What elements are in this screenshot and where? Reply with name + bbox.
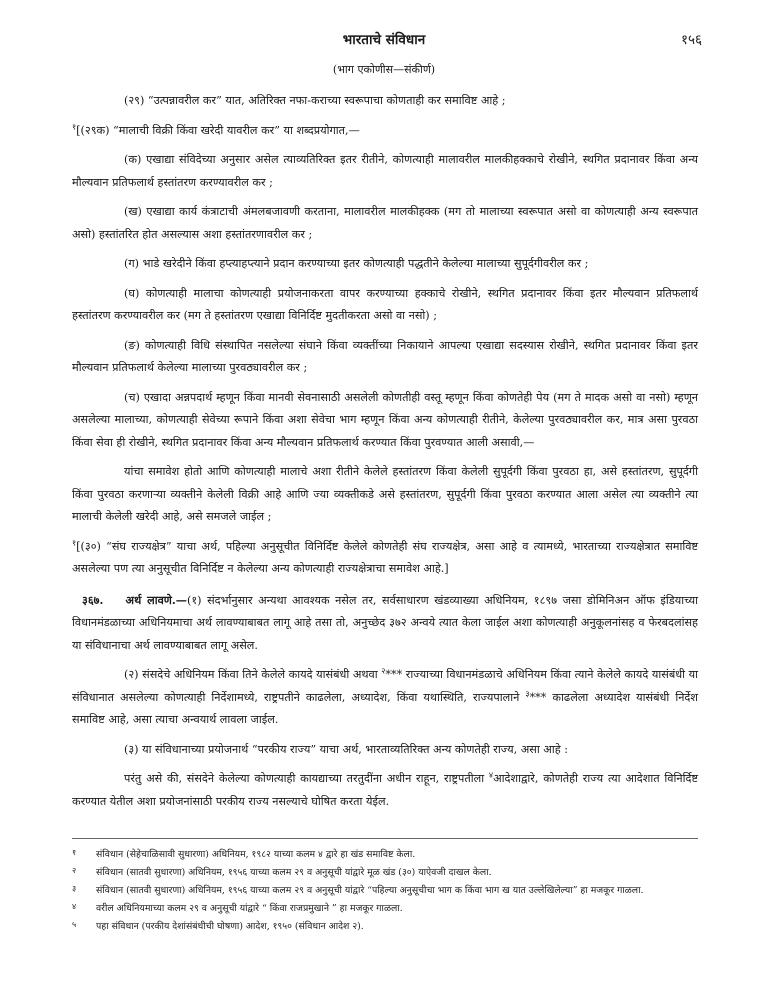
footnote-mark: ३: [525, 688, 530, 698]
article-367-1: [72, 589, 698, 658]
subclause-gha: (घ) कोणत्याही मालाचा कोणत्याही प्रयोजनाकरता वापर करण्याच्या हक्काचे रोखीने, स्थगित प्रदानावर किंवा इतर मौल्यवान प्रतिफलार्थ हस्तांतरण करण्यावरील कर (मग ते हस्तांतरण एखाद्या विनिर्दिष्ट मुदतीकरता असो वा नसो) ;: [72, 286, 698, 322]
footnote-text: संविधान (सातवी सुधारणा) अधिनियम, १९५६ याच्या कलम २९ व अनुसूची यांद्वारे “पहिल्या अनुसूचीचा भाग क किंवा भाग ख यात उल्लेखिलेल्या” हा मजकूर गाळला.: [96, 885, 644, 896]
subclause-kha: (ख) एखाद्या कार्य कंत्राटाची अंमलबजावणी करताना, मालावरील मालकीहक्क (मग तो मालाच्या स्वरूपात असो वा कोणत्याही अन्य स्वरूपात असो) हस्तांतरित होत असल्यास अशा हस्तांतरणावरील कर ;: [72, 205, 698, 241]
article-number: ३६७.: [82, 592, 104, 607]
article-367-3: (३) या संविधानाच्या प्रयोजनार्थ “परकीय राज्य” याचा अर्थ, भारताव्यतिरिक्त अन्य कोणतेही राज्य, असा आहे :: [124, 742, 569, 756]
footnote-number: ३: [72, 884, 77, 893]
footnote-number: २: [72, 866, 77, 875]
clause-29: (२९) “उत्पन्नावरील कर” यात, अतिरिक्त नफा-कराच्या स्वरूपाचा कोणताही कर समाविष्ट आहे ;: [124, 94, 506, 107]
article-367-2-text-a: (२) संसदेचे अधिनियम किंवा तिने केलेले कायदे यासंबंधी अथवा: [124, 668, 382, 681]
footnote-mark: ४: [488, 770, 494, 780]
footnote-text: वरील अधिनियमाच्या कलम २९ व अनुसूची यांद्वारे “ किंवा राजप्रमुखाने ” हा मजकूर गाळला.: [96, 903, 403, 914]
page-number: १५६: [680, 32, 702, 48]
footnote: [72, 918, 698, 936]
proviso: [72, 768, 698, 813]
footnote: [72, 900, 698, 918]
article-367-2-text-b: *** राज्याच्या विधानमंडळाचे अधिनियम किंवा त्याने केलेले कायदे यासंबंधी या संविधानात असलेल्या कोणत्याही निर्देशामध्ये, राष्ट्रपतीने काढलेला, अध्यादेश, किंवा यथास्थिति, राज्यपालाने: [72, 668, 698, 704]
article-367-2-text-c: *** काढलेला अध्यादेश यासंबंधी निर्देश समाविष्ट आहे, असा त्याचा अन्वयार्थ लावला जाईल.: [72, 690, 698, 726]
article-367-1-text: (१) संदर्भानुसार अन्यथा आवश्यक नसेल तर, सर्वसाधारण खंडव्याख्या अधिनियम, १८९७ जसा डोमिनिअन ऑफ इंडियाच्या विधानमंडळाच्या अधिनियमाचा अर्थ लावण्याबाबत लागू आहे तसा तो, अनुच्छेद ३७२ अन्वये त्यात केला जाईल अशा कोणत्याही अनुकूलनांसह व फेरबदलांसह या संविधानाचा अर्थ लावण्याबाबत लागू असेल.: [72, 593, 698, 652]
footnote: [72, 864, 698, 882]
subclause-ka: (क) एखाद्या संविदेच्या अनुसार असेल त्याव्यतिरिक्त इतर रीतीने, कोणत्याही मालावरील मालकीहक्काचे रोखीने, स्थगित प्रदानावर किंवा अन्य मौल्यवान प्रतिफलार्थ हस्तांतरण करण्यावरील कर ;: [72, 153, 698, 189]
footnote-mark: १: [72, 121, 77, 131]
clause-29a-text: [(२९क) “मालाची विक्री किंवा खरेदी यावरील कर” या शब्दप्रयोगात,—: [76, 123, 360, 137]
proviso-text-b: आदेशाद्वारे, कोणतेही राज्य त्या आदेशात विनिर्दिष्ट करण्यात येतील अशा प्रयोजनांसाठी परकीय राज्य नसल्याचे घोषित करता येईल.: [72, 772, 698, 808]
page-subtitle: (भाग एकोणीस—संकीर्ण): [332, 63, 436, 76]
footnote: [72, 846, 698, 864]
footnote-mark: २: [381, 666, 386, 676]
article-heading: अर्थ लावणे.—: [125, 592, 187, 607]
footnote-number: ५: [72, 920, 77, 929]
footnote-mark: १: [72, 537, 77, 547]
footnote-text: संविधान (सातवी सुधारणा) अधिनियम, १९५६ याच्या कलम २९ व अनुसूची यांद्वारे मूळ खंड (३०) याऐवजी दाखल केला.: [96, 867, 492, 878]
subclause-nga: (ङ) कोणत्याही विधि संस्थापित नसलेल्या संघाने किंवा व्यक्तींच्या निकायाने आपल्या एखाद्या सदस्यास रोखीने, स्थगित प्रदानावर किंवा इतर मौल्यवान प्रतिफलार्थ केलेल्या मालाच्या पुरवठ्यावरील कर ;: [72, 338, 698, 374]
footnote-number: ४: [72, 902, 77, 911]
clause-30: [72, 536, 698, 581]
clause-29a: [72, 120, 698, 143]
clause-30-text: [(३०) “संघ राज्यक्षेत्र” याचा अर्थ, पहिल्या अनुसूचीत विनिर्दिष्ट केलेले कोणतेही संघ राज्यक्षेत्र, असा आहे व त्यामध्ये, भारताच्या राज्यक्षेत्रात समाविष्ट असलेल्या पण त्या अनुसूचीत विनिर्दिष्ट न केलेल्या अन्य कोणत्याही राज्यक्षेत्राचा समावेश आहे.]: [72, 539, 698, 575]
footnote: [72, 882, 698, 900]
proviso-text-a: परंतु असे की, संसदेने केलेल्या कोणत्याही कायद्याच्या तरतुदींना अधीन राहून, राष्ट्रपतीला: [124, 772, 489, 785]
footnote-number: १: [72, 848, 77, 857]
footnote-text: पहा संविधान (परकीय देशांसंबंधीची घोषणा) आदेश, १९५० (संविधान आदेश २).: [96, 921, 364, 932]
footnotes: [72, 846, 698, 936]
document-body: [72, 90, 698, 820]
page-title: भारताचे संविधान: [342, 32, 426, 48]
subclause-cha: (च) एखादा अन्नपदार्थ म्हणून किंवा मानवी सेवनासाठी असलेली कोणतीही वस्तू म्हणून किंवा कोणतेही पेय (मग ते मादक असो वा नसो) म्हणून असलेल्या मालाच्या, कोणत्याही सेवेच्या रूपाने किंवा अशा सेवेचा भाग म्हणून किंवा अन्य कोणत्याही रीतीने, केलेल्या पुरवठ्यावरील कर, मात्र असा पुरवठा किंवा सेवा ही रोखीने, स्थगित प्रदानावर किंवा अन्य मौल्यवान प्रतिफलार्थ करण्यात किंवा पुरवण्यात आली असावी,—: [72, 390, 698, 449]
includes-paragraph: यांचा समावेश होतो आणि कोणत्याही मालाचे अशा रीतीने केलेले हस्तांतरण किंवा केलेली सुपूर्दगी किंवा पुरवठा हा, असे हस्तांतरण, सुपूर्दगी किंवा पुरवठा करणाऱ्या व्यक्तीने केलेली विक्री आहे आणि ज्या व्यक्तीकडे असे हस्तांतरण, सुपूर्दगी किंवा पुरवठा करण्यात आला असेल त्या व्यक्तीने त्या मालाची केलेली खरेदी आहे, असे समजले जाईल ;: [72, 465, 698, 523]
subclause-ga: (ग) भाडे खरेदीने किंवा हप्त्याहप्त्याने प्रदान करण्याच्या इतर कोणत्याही पद्धतीने केलेल्या मालाच्या सुपूर्दगीवरील कर ;: [124, 257, 589, 270]
article-367-2: [72, 664, 698, 732]
footnote-divider: [72, 838, 698, 839]
footnote-text: संविधान (सेहेचाळिसावी सुधारणा) अधिनियम, १९८२ याच्या कलम ४ द्वारे हा खंड समाविष्ट केला.: [96, 849, 416, 860]
